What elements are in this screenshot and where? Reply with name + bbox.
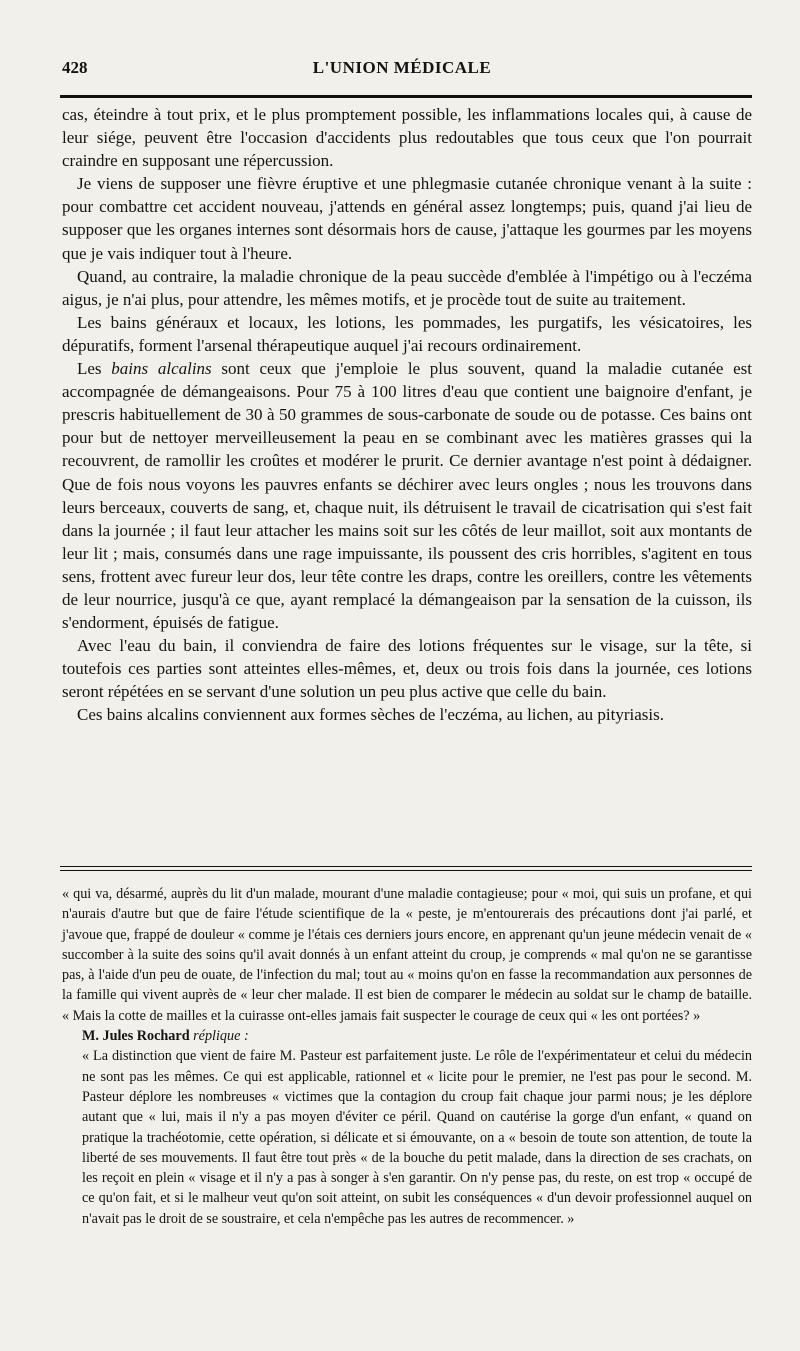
paragraph-4: Les bains généraux et locaux, les lotions, les pommades, les purgatifs, les vésicatoires, les dépuratifs, forment l'arsenal thérapeutique auquel j'ai recours ordinairement. [62,312,752,355]
feuilleton-section [62,884,752,1229]
page-number: 428 [62,58,88,77]
pasteur-quote: « qui va, désarmé, auprès du lit d'un malade, mourant d'une maladie contagieuse; pour « moi, qui suis un profane, et qui n'aurais d'autre but que de faire l'étude scientifique de la « peste, je m'entourerais des précautions dont j'ai parlé, et j'avoue que, frappé de douleur « comme je l'étais ces derniers jours encore, en apprenant qu'un jeune médecin venait de « succomber à la suite des soins qu'il avait donnés à un enfant atteint du croup, je comprends « mal qu'on ne se garantisse pas, à l'aide d'un peu de ouate, de l'infection du mal; tout au « moins qu'on en fasse la recommandation aux personnes de la famille qui vivent auprès de « leur cher malade. Il est bien de comparer le médecin au soldat sur le champ de bataille. « Mais la cotte de mailles et la cuirasse ont-elles jamais fait suspecter le courage de ceux qui « les ont portées? » [62,886,752,1024]
paragraph-3: Quand, au contraire, la maladie chronique de la peau succède d'emblée à l'impétigo ou à l'eczéma aigus, je n'ai plus, pour attendre, les mêmes motifs, et je procède tout de suite au traitement. [62,266,752,309]
bains-alcalins-term: bains alcalins [111,359,212,379]
section-rule-lower [60,870,752,871]
paragraph-1: cas, éteindre à tout prix, et le plus promptement possible, les inflammations locales qui, à cause de leur siége, peuvent être l'occasion d'accidents plus redoutables que tous ceux que l'on pourrait craindre en supposant une répercussion. [62,105,752,171]
rochard-reply [62,1026,752,1046]
paragraph-5-text: sont ceux que j'emploie le plus souvent, quand la maladie cutanée est accompagnée de démangeaisons. Pour 75 à 100 litres d'eau que contient une baignoire d'enfant, je prescris habituellement de 30 à 50 grammes de sous-carbonate de soude ou de potasse. Ces bains ont pour but de nettoyer merveilleusement la peau en se combinant avec les matières grasses qui la recouvrent, de ramollir les croûtes et modérer le prurit. Ce dernier avantage n'est point à dédaigner. Que de fois nous voyons les pauvres enfants se déchirer avec leurs ongles ; nous les trouvons dans leurs berceaux, couverts de sang, et, chaque nuit, ils détruisent le travail de cicatrisation qui s'est fait dans la journée ; il faut leur attacher les mains soit sur les côtés de leur maillot, soit aux montants de leur lit ; mais, consumés dans une rage impuissante, ils poussent des cris horribles, s'agitent en tous sens, frottent avec fureur leur dos, leur tête contre les draps, contre les oreillers, contre les vêtements de leur nourrice, jusqu'à ce que, ayant remplacé la démangeaison par la sensation de la cuisson, ils s'endorment, épuisés de fatigue. [62,359,753,633]
rochard-quote: « La distinction que vient de faire M. Pasteur est parfaitement juste. Le rôle de l'expérimentateur et celui du médecin ne sont pas les mêmes. Ce qui est applicable, rationnel et « licite pour le premier, ne l'est pas pour le second. M. Pasteur déplore les nombreuses « victimes que la contagion du croup fait chaque jour parmi nous; je les déplore autant que « lui, mais il n'y a pas moyen d'éviter ce péril. Quand on cautérise la gorge d'un enfant, « quand on pratique la trachéotomie, cette opération, si délicate et si émouvante, on a « besoin de toute son attention, de toute la liberté de ses mouvements. Il faut être tout près « de la bouche du petit malade, dans la direction de ses crachats, on les reçoit en plein « visage et il n'y a pas à songer à s'en garantir. On n'y pense pas, du reste, on est trop « occupé de ce qu'on fait, et si le malheur veut qu'on soit atteint, on subit les conséquences « d'un devoir professionnel auquel on n'avait pas le droit de se soustraire, et cela n'empêche pas les autres de recommencer. » [82,1048,752,1227]
paragraph-2: Je viens de supposer une fièvre éruptive et une phlegmasie cutanée chronique venant à la suite : pour combattre cet accident nouveau, j'attends en général assez longtemps; puis, quand j'ai lieu de supposer que les organes internes sont désormais hors de cause, j'attaque les gourmes par les moyens que je vais indiquer tout à l'heure. [62,174,752,263]
section-rule-upper [60,866,752,867]
paragraph-5 [62,357,752,634]
article-body [62,103,752,727]
paragraph-5-lead: Les [77,359,112,379]
journal-title: L'UNION MÉDICALE [312,58,492,77]
speaker-verb: réplique : [189,1028,249,1045]
speaker-name: M. Jules Rochard [82,1028,190,1045]
header-rule [60,95,752,98]
paragraph-6: Avec l'eau du bain, il conviendra de faire des lotions fréquentes sur le visage, sur la tête, si toutefois ces parties sont atteintes elles-mêmes, et, deux ou trois fois dans la journée, ces lotions seront répétées en se servant d'une solution un peu plus active que celle du bain. [62,636,752,702]
page-header [62,58,742,84]
paragraph-7: Ces bains alcalins conviennent aux formes sèches de l'eczéma, au lichen, au pityriasis. [77,705,664,725]
